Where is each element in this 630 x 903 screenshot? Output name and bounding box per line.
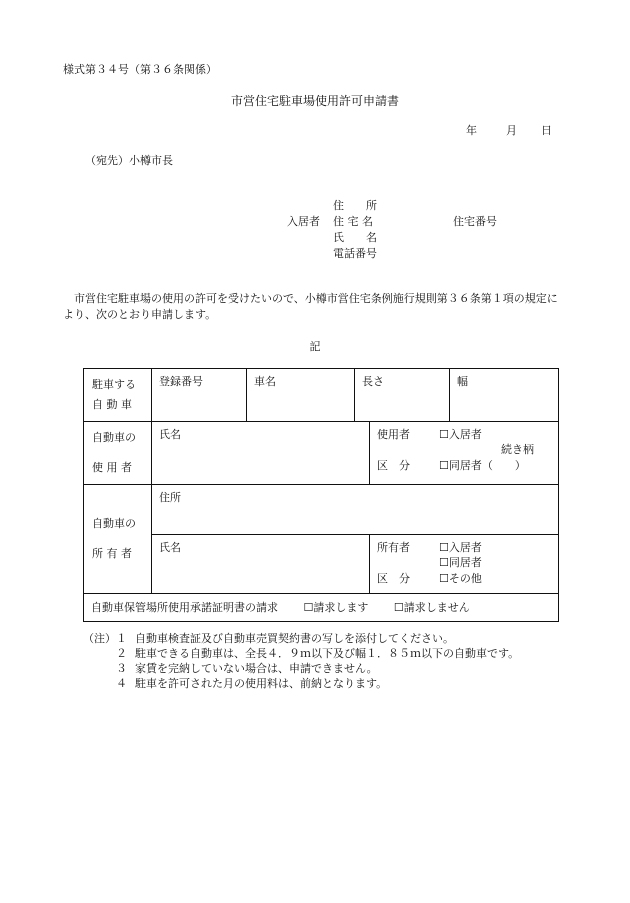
certificate-row <box>84 594 559 622</box>
vehicle-length-field[interactable]: 長さ <box>355 369 450 422</box>
date-year-label: 年 <box>466 124 477 137</box>
user-class-label-1: 使用者 <box>377 428 410 441</box>
notes-head: （注） <box>83 632 116 645</box>
certificate-no-request-checkbox[interactable]: ☐請求しません <box>393 600 470 614</box>
certificate-request-checkbox[interactable]: ☐請求します <box>303 600 369 614</box>
owner-other-checkbox[interactable]: ☐その他 <box>439 572 482 585</box>
relationship-label: 続き柄 <box>501 443 534 456</box>
owner-name-field[interactable]: 氏名 <box>152 535 370 594</box>
applicant-address-label: 住 所 <box>333 199 377 212</box>
vehicle-row-label: 駐車する 自 動 車 <box>84 369 152 422</box>
applicant-phone-label: 電話番号 <box>333 247 377 260</box>
owner-row-label: 自動車の 所 有 者 <box>84 485 152 594</box>
date-month-label: 月 <box>506 124 517 137</box>
applicant-building-label: 住 宅 名 <box>333 215 373 228</box>
owner-cohabitant-checkbox[interactable]: ☐同居者 <box>439 556 482 569</box>
user-name-field[interactable]: 氏名 <box>152 422 370 485</box>
form-number: 様式第３４号（第３６条関係） <box>63 63 217 76</box>
owner-name-row <box>84 535 559 594</box>
owner-resident-checkbox[interactable]: ☐入居者 <box>439 541 482 554</box>
applicant-name-label: 氏 名 <box>333 231 377 244</box>
registration-number-field[interactable]: 登録番号 <box>152 369 247 422</box>
user-row-label: 自動車の 使 用 者 <box>84 422 152 485</box>
vehicle-row <box>84 369 559 422</box>
applicant-resident-label: 入居者 <box>287 215 320 228</box>
ki-heading: 記 <box>309 340 321 353</box>
owner-address-row <box>84 485 559 535</box>
certificate-cell <box>84 594 559 622</box>
date-day-label: 日 <box>541 124 552 137</box>
user-class-label-2: 区 分 <box>377 459 410 472</box>
applicant-house-number-label: 住宅番号 <box>453 215 497 228</box>
owner-class-label-1: 所有者 <box>377 541 410 554</box>
vehicle-model-field[interactable]: 車名 <box>247 369 355 422</box>
user-cohabitant-checkbox[interactable]: ☐同居者（ ） <box>439 459 526 472</box>
addressee: （宛先）小樽市長 <box>85 154 173 167</box>
vehicle-width-field[interactable]: 幅 <box>450 369 559 422</box>
application-statement: 市営住宅駐車場の使用の許可を受けたいので、小樽市営住宅条例施行規則第３６条第１項の規定により、次のとおり申請します。 <box>63 292 558 321</box>
user-class-cell <box>370 422 559 485</box>
owner-class-cell <box>370 535 559 594</box>
owner-address-field[interactable]: 住所 <box>152 485 559 535</box>
application-form-table <box>83 368 559 622</box>
owner-class-label-2: 区 分 <box>377 572 410 585</box>
user-resident-checkbox[interactable]: ☐入居者 <box>439 428 482 441</box>
user-row <box>84 422 559 485</box>
page-title: 市営住宅駐車場使用許可申請書 <box>230 94 399 108</box>
certificate-label: 自動車保管場所使用承諾証明書の請求 <box>91 600 278 614</box>
